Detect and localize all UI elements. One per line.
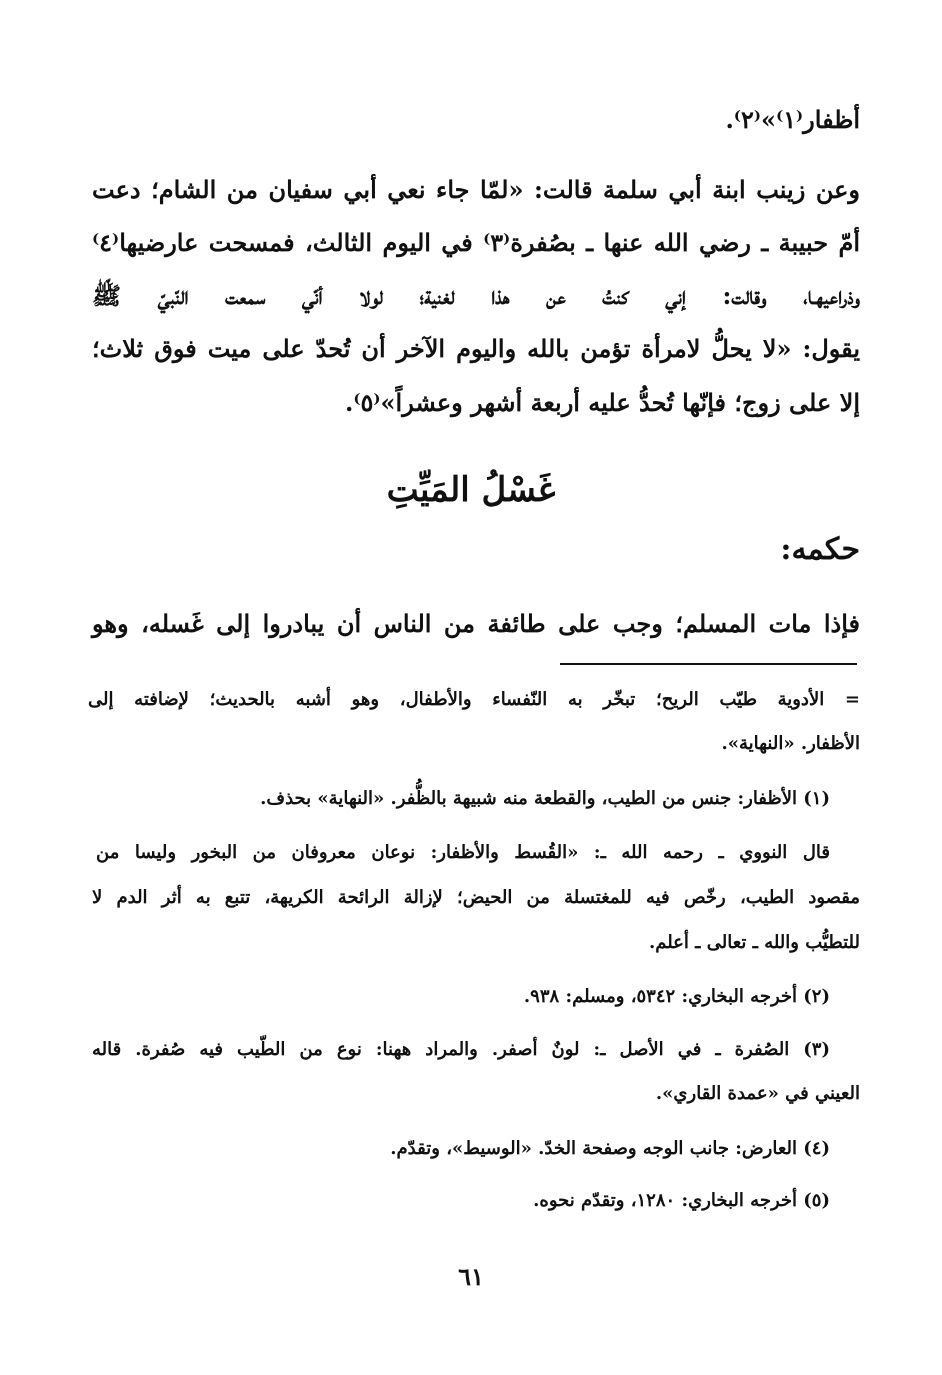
body-line-3: أمّ حبيبة ـ رضي الله عنها ـ بصُفرة⁽٣⁾ في اليوم الثالث، فمسحت عارضيها⁽٤⁾: [92, 228, 860, 257]
subsection-title: حكمه:: [780, 532, 860, 567]
body-line-6: إلا على زوج؛ فإنّها تُحدُّ عليه أربعة أشهر وعشراً»⁽٥⁾.: [344, 388, 860, 417]
footnote-1-note-line-1: قال النووي ـ رحمه الله ـ: «القُسط والأظفار: نوعان معروفان من البخور وليسا من: [96, 842, 830, 863]
body-line-5: يقول: «لا يحلُّ لامرأة تؤمن بالله واليوم الآخر أن تُحدّ على ميت فوق ثلاث؛: [92, 334, 860, 363]
footnote-3-line-2: العيني في «عمدة القاري».: [655, 1083, 860, 1104]
footnote-1-note-line-3: للتطيُّب والله ـ تعالى ـ أعلم.: [648, 932, 860, 953]
body-line-1: أظفار⁽١⁾»⁽٢⁾.: [725, 105, 860, 134]
section-title: غَسْلُ المَيِّتِ: [386, 470, 556, 510]
footnote-2: (٢) أخرجه البخاري: ٥٣٤٢، ومسلم: ٩٣٨.: [523, 986, 830, 1007]
footnote-1: (١) الأظفار: جنس من الطيب، والقطعة منه شبيهة بالظُّفر. «النهاية» بحذف.: [260, 788, 830, 809]
footnote-5: (٥) أخرجه البخاري: ١٢٨٠، وتقدّم نحوه.: [533, 1190, 830, 1211]
page-number: ٦١: [458, 1262, 484, 1291]
body-line-2: وعن زينب ابنة أبي سلمة قالت: «لمّا جاء نعي أبي سفيان من الشام؛ دعت: [92, 175, 860, 204]
footnote-4: (٤) العارض: جانب الوجه وصفحة الخدّ. «الوسيط»، وتقدّم.: [390, 1138, 830, 1159]
footnote-3-line-1: (٣) الصُفرة ـ في الأصل ـ: لونٌ أصفر. والمراد ههنا: نوع من الطّيب فيه صُفرة. قاله: [92, 1039, 830, 1060]
footnote-continuation-line-1: = الأدوية طيّب الريح؛ تبخّر به النّفساء والأطفال، وهو أشبه بالحديث؛ لإضافته إلى: [88, 689, 860, 710]
footnote-continuation-line-2: الأظفار. «النهاية».: [721, 733, 860, 754]
body-line-4: وذراعيهـا، وقالت: إني كنتُ عن هذا لغنية؛ لولا أنّي سمعت النّبيّ ﷺ: [92, 281, 860, 310]
footnote-separator: [560, 663, 857, 665]
body-line-7: فإذا مات المسلم؛ وجب على طائفة من الناس أن يبادروا إلى غَسله، وهو: [92, 609, 860, 638]
footnote-1-note-line-2: مقصود الطيب، رخّص فيه للمغتسلة من الحيض؛ لإزالة الرائحة الكريهة، تتبع به أثر الدم لا: [92, 887, 860, 908]
